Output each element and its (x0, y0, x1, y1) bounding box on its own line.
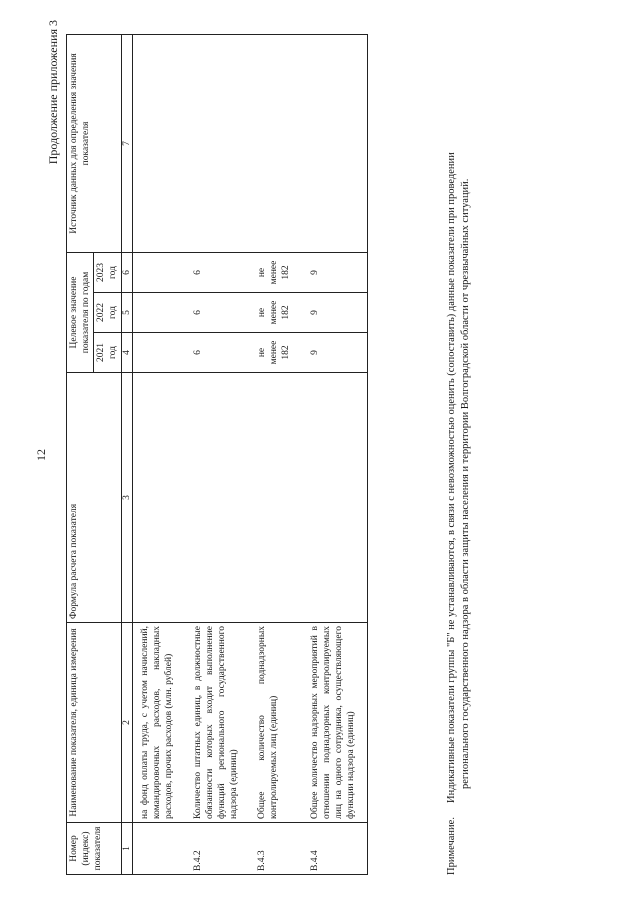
row-name: Общее количество поднадзорных контролируемых лиц (единиц) (250, 623, 302, 823)
row-value-2022: 9 (303, 293, 368, 333)
row-value-2022: не менее 182 (250, 293, 302, 333)
header-year-2023: 2023 год (94, 252, 121, 292)
row-value-2022: 6 (186, 293, 251, 333)
row-name: на фонд оплаты труда, с учетом начислений, командировочных расходов, накладных расходов, прочих расходов (млн. рублей) (133, 623, 186, 823)
row-value-2022 (133, 293, 186, 333)
footnote (445, 35, 472, 875)
header-formula: Формула расчета показателя (67, 373, 122, 623)
column-number: 2 (121, 623, 132, 823)
column-number: 6 (121, 252, 132, 292)
row-value-2021: не менее 182 (250, 333, 302, 373)
table-row (303, 34, 368, 874)
table-header (67, 34, 133, 874)
header-year-2022: 2022 год (94, 293, 121, 333)
row-source (186, 34, 251, 252)
column-numbers-row (121, 34, 132, 874)
row-name: Общее количество надзорных мероприятий в отношении поднадзорных контролируемых лиц на одного сотрудника, осуществляющего функции надзора (единиц) (303, 623, 368, 823)
row-formula (303, 373, 368, 623)
row-formula (133, 373, 186, 623)
column-number: 5 (121, 293, 132, 333)
row-value-2023 (133, 252, 186, 292)
column-number: 7 (121, 34, 132, 252)
header-year-2021: 2021 год (94, 333, 121, 373)
table-row (133, 34, 186, 874)
appendix-continuation-caption: Продолжение приложения 3 (46, 20, 60, 165)
footnote-label: Примечание. (446, 817, 457, 875)
table-row (250, 34, 302, 874)
page-number: 12 (34, 449, 48, 461)
footnote-line-1 (445, 35, 459, 875)
row-name: Количество штатных единиц, в должностные обязанности которых входит выполнение функций регионального государственного надзора (единиц) (186, 623, 251, 823)
row-source (303, 34, 368, 252)
header-index: Номер (индекс) показателя (67, 823, 122, 875)
indicators-table (66, 34, 368, 875)
row-formula (250, 373, 302, 623)
header-name: Наименование показателя, единица измерения (67, 623, 122, 823)
row-value-2021: 9 (303, 333, 368, 373)
row-formula (186, 373, 251, 623)
column-number: 4 (121, 333, 132, 373)
footnote-text-1: Индикативные показатели группы "Б" не устанавливаются, в связи с невозможностью оценить (сопоставить) данные показатели при проведении (446, 152, 457, 803)
header-source: Источник данных для определения значения показателя (67, 34, 122, 252)
table-row (186, 34, 251, 874)
table-body (133, 34, 368, 874)
column-number: 1 (121, 823, 132, 875)
row-value-2023: 6 (186, 252, 251, 292)
row-value-2023: не менее 182 (250, 252, 302, 292)
column-number: 3 (121, 373, 132, 623)
row-index (133, 823, 186, 875)
row-source (133, 34, 186, 252)
footnote-text-2: регионального государственного надзора в области защиты населения и территории Волгоградской области от чрезвычайных ситуаций. (459, 178, 471, 789)
row-source (250, 34, 302, 252)
row-value-2021: 6 (186, 333, 251, 373)
header-target-values: Целевое значение показателя по годам (67, 252, 94, 372)
row-value-2021 (133, 333, 186, 373)
row-index: В.4.3 (250, 823, 302, 875)
row-value-2023: 9 (303, 252, 368, 292)
row-index: В.4.2 (186, 823, 251, 875)
row-index: В.4.4 (303, 823, 368, 875)
